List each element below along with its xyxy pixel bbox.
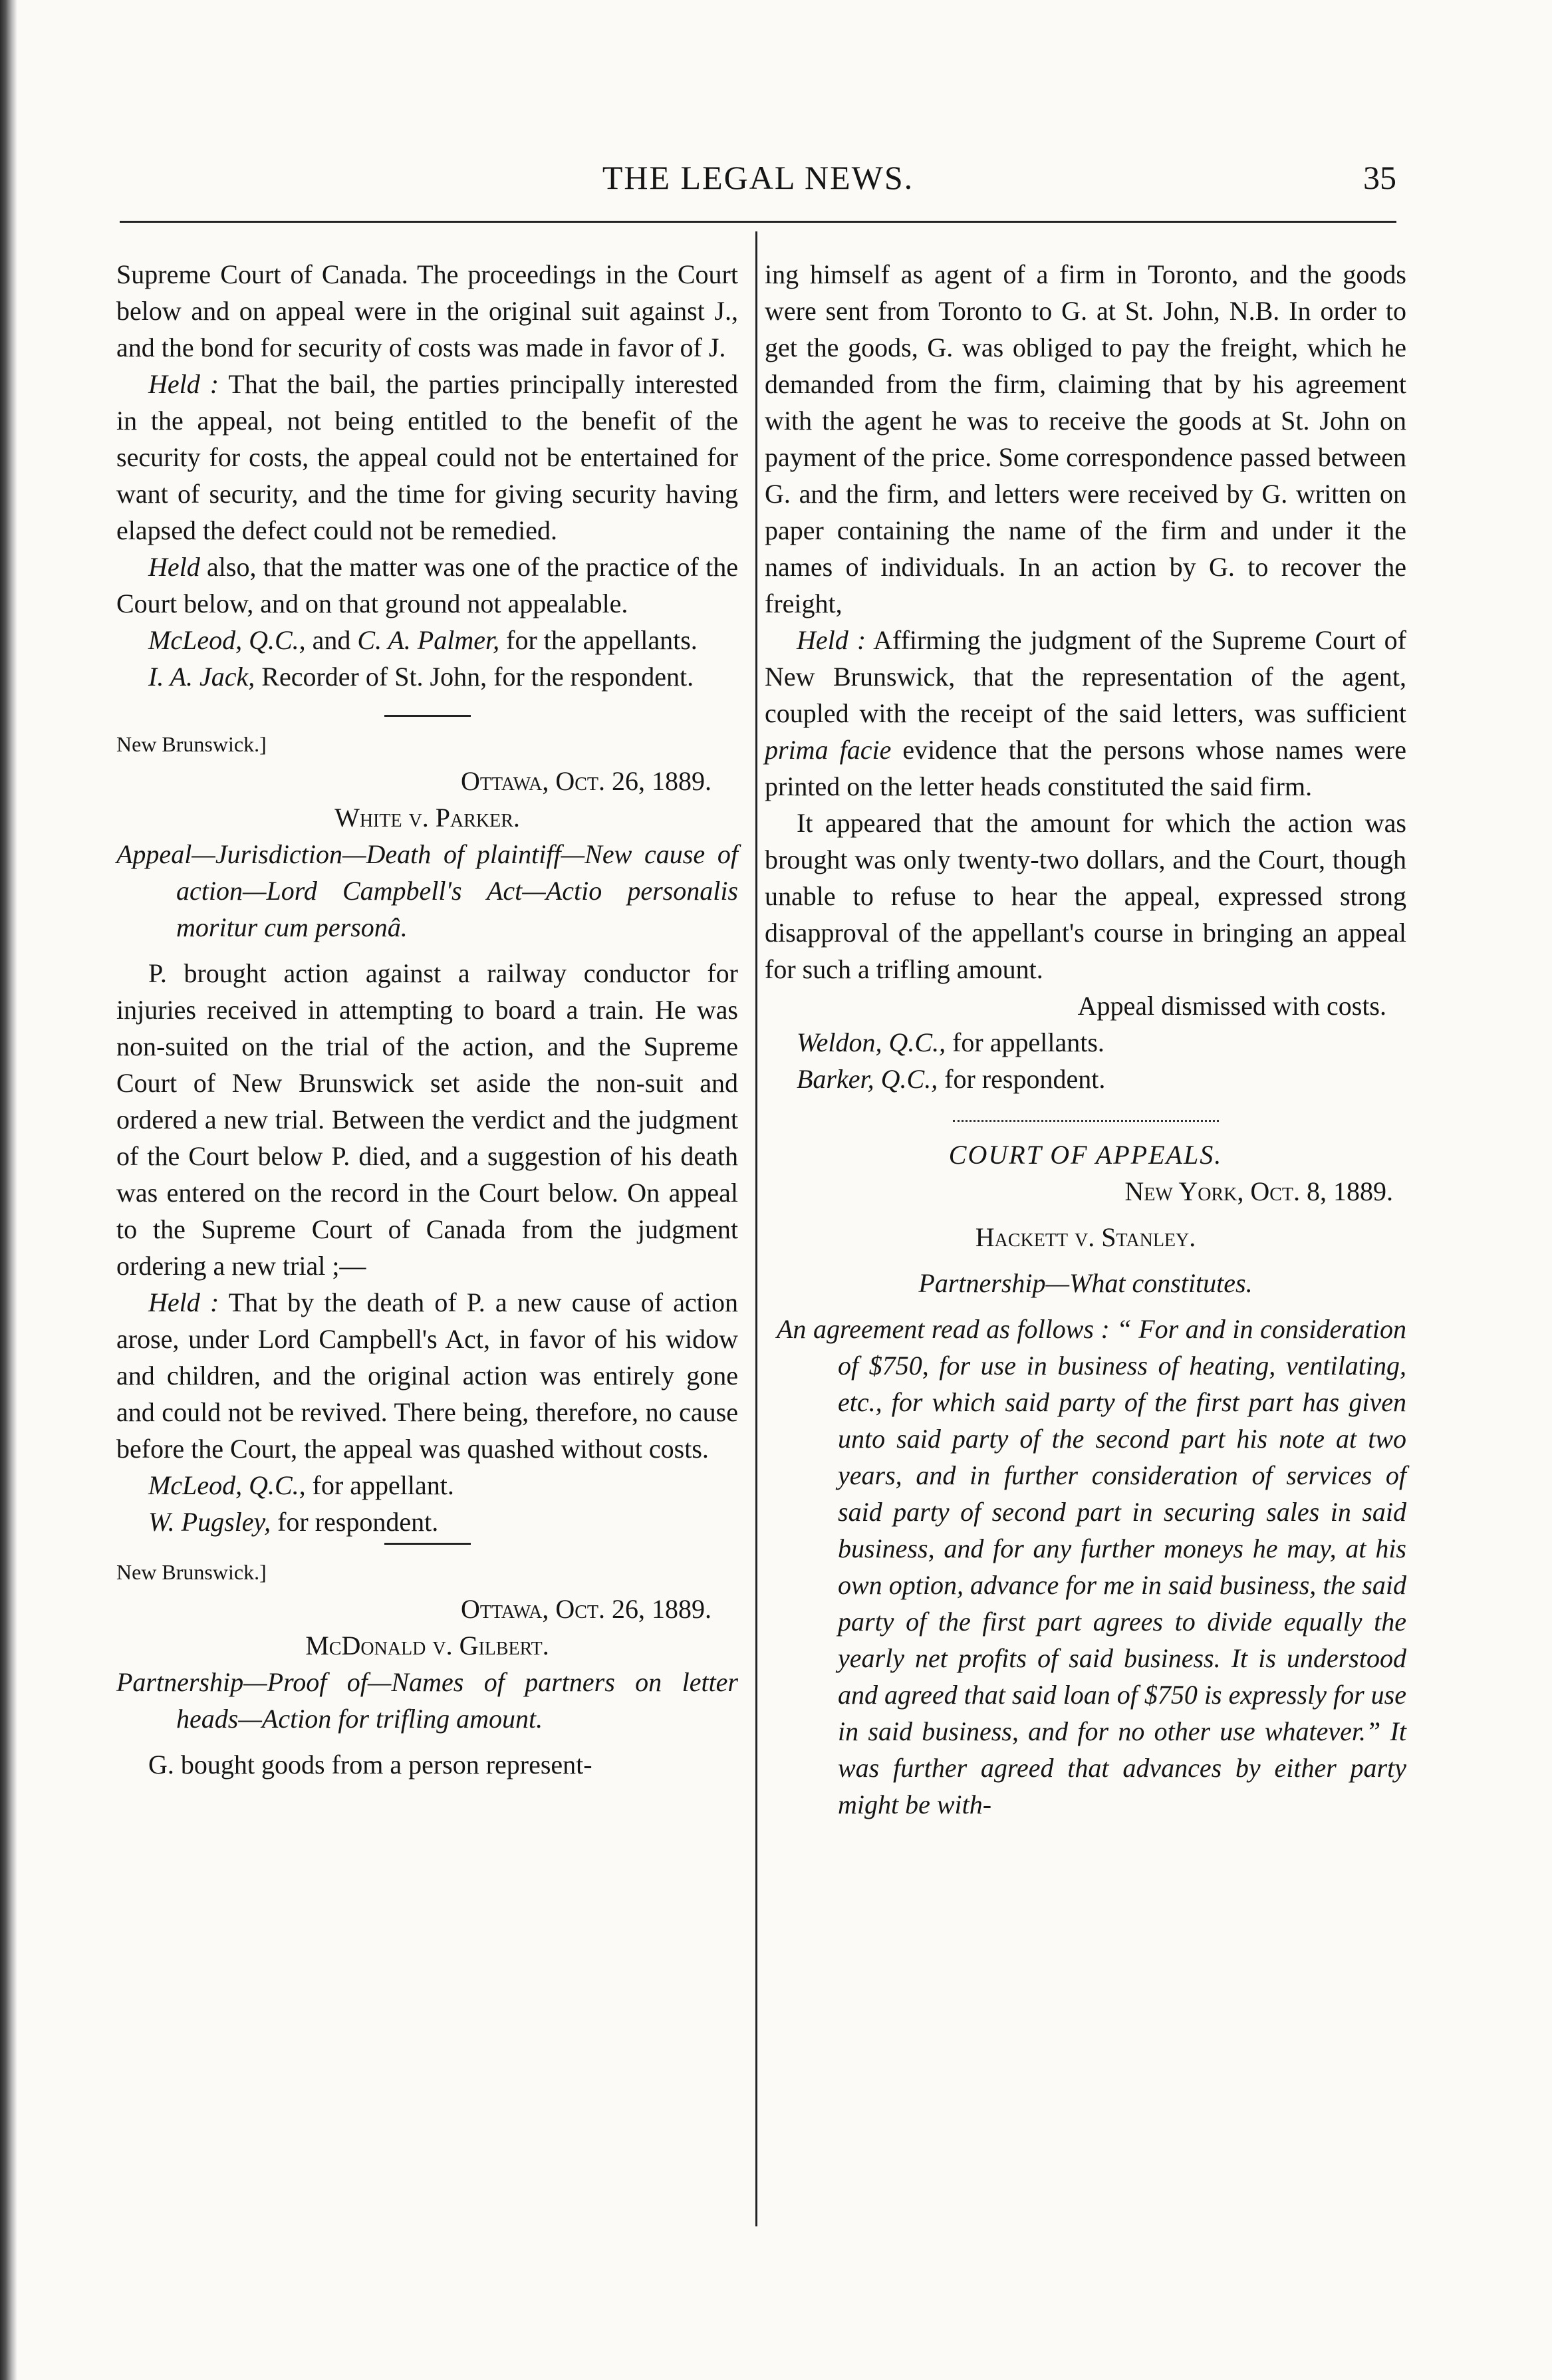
counsel-line — [116, 622, 738, 658]
paragraph: G. bought goods from a person represent- — [148, 1750, 592, 1780]
counsel-text: for respondent. — [271, 1507, 439, 1537]
counsel-line — [116, 1504, 738, 1540]
counsel-name: I. A. Jack, — [148, 662, 255, 692]
held-text: evidence that the persons whose names were printed on the letter heads constituted the said firm. — [765, 735, 1406, 801]
held-label: Held : — [797, 625, 866, 655]
headnote: Partnership—Proof of—Names of partners on letter heads—Action for trifling amount. — [116, 1667, 738, 1734]
held-label: Held — [148, 552, 200, 582]
held-text: Affirming the judgment of the Supreme Court of New Brunswick, that the representation of the agent, coupled with the receipt of the said letters, was sufficient — [765, 625, 1407, 728]
headnote: Partnership—What constitutes. — [918, 1268, 1253, 1298]
held-label: Held : — [148, 369, 219, 399]
counsel-text: and — [305, 625, 358, 655]
quoted-agreement: An agreement read as follows : “ For and in consideration of $750, for use in business of heating, ventilating, etc., for which said party of the first part has given unto said party of the second part his note at two years, and in further consideration of services of said party of second part in securing sales in said business, and for any further moneys he may, at his own option, advance for me in said business, the said party of the first part agrees to divide equally the yearly net profits of said business. It is understood and agreed that said loan of $750 is expressly for use in said business, and for no other use whatever.” It was further agreed that advances by either party might be with- — [777, 1314, 1406, 1819]
case-title: White v. Parker. — [334, 803, 520, 833]
held-text: That by the death of P. a new cause of action arose, under Lord Campbell's Act, in favor of his widow and children, and the original action was entirely gone and could not be revived. There being, therefore, no cause before the Court, the appeal was quashed without costs. — [116, 1287, 738, 1464]
counsel-line — [765, 1024, 1406, 1061]
headnote: Appeal—Jurisdiction—Death of plaintiff—New cause of action—Lord Campbell's Act—Actio personalis moritur cum personâ. — [116, 839, 738, 942]
scan-edge-shadow — [0, 0, 17, 2380]
section-rule — [384, 715, 471, 717]
counsel-name: W. Pugsley, — [148, 1507, 271, 1537]
held-text: That the bail, the parties principally interested in the appeal, not being entitled to the benefit of the security for costs, the appeal could not be entertained for want of security, and the time for giving security having elapsed the defect could not be remedied. — [116, 369, 738, 545]
held-paragraph — [116, 366, 738, 549]
court-heading: COURT OF APPEALS. — [948, 1140, 1223, 1170]
paragraph: P. brought action against a railway conductor for injuries received in attempting to board a train. He was non-suited on the trial of the action, and the Supreme Court of New Brunswick set aside the non-suit and ordered a new trial. Between the verdict and the judgment of the Court below P. died, and a suggestion of his death was entered on the record in the Court below. On appeal to the Supreme Court of Canada from the judgment ordering a new trial ;— — [116, 958, 738, 1281]
dateline: Ottawa, Oct. 26, 1889. — [460, 1594, 711, 1624]
section-rule — [953, 1120, 1219, 1122]
counsel-text: Recorder of St. John, for the respondent. — [255, 662, 694, 692]
paragraph: Supreme Court of Canada. The proceedings in the Court below and on appeal were in the original suit against J., and the bond for security of costs was made in favor of J. — [116, 259, 738, 362]
section-rule — [384, 1543, 471, 1545]
counsel-text: for appellant. — [305, 1470, 454, 1500]
page-number: 35 — [1363, 159, 1396, 196]
held-paragraph — [116, 1284, 738, 1467]
held-paragraph — [116, 549, 738, 622]
counsel-text: for respondent. — [938, 1064, 1106, 1094]
held-text: also, that the matter was one of the practice of the Court below, and on that ground not appealable. — [116, 552, 738, 618]
dateline: New York, Oct. 8, 1889. — [1124, 1176, 1393, 1206]
counsel-line — [116, 658, 738, 695]
province-label: New Brunswick.] — [116, 1560, 267, 1584]
paragraph: It appeared that the amount for which the action was brought was only twenty-two dollars, and the Court, though unable to refuse to hear the appeal, expressed strong disapproval of the appellant's course in bringing an appeal for such a trifling amount. — [765, 808, 1406, 984]
case-title: McDonald v. Gilbert. — [305, 1631, 549, 1660]
held-label: Held : — [148, 1287, 219, 1317]
column-divider — [755, 231, 757, 2226]
held-italic-term: prima facie — [765, 735, 892, 765]
header-rule — [120, 221, 1396, 223]
counsel-name: Barker, Q.C., — [797, 1064, 938, 1094]
paragraph: ing himself as agent of a firm in Toronto, and the goods were sent from Toronto to G. at St. John, N.B. In order to get the goods, G. was obliged to pay the freight, which he demanded from the firm, claiming that by his agreement with the agent he was to receive the goods at St. John on payment of the price. Some correspondence passed between G. and the firm, and letters were received by G. written on paper containing the name of the firm and under it the names of individuals. In an action by G. to recover the freight, — [765, 259, 1406, 618]
case-title: Hackett v. Stanley. — [975, 1222, 1196, 1252]
right-column — [765, 256, 1406, 1823]
counsel-text: for the appellants. — [499, 625, 698, 655]
counsel-name: McLeod, Q.C., — [148, 1470, 306, 1500]
counsel-name: McLeod, Q.C., — [148, 625, 306, 655]
running-title: THE LEGAL NEWS. — [602, 159, 914, 196]
dateline: Ottawa, Oct. 26, 1889. — [460, 766, 711, 796]
counsel-line — [765, 1061, 1406, 1097]
page-header — [120, 158, 1396, 211]
counsel-name: C. A. Palmer, — [357, 625, 500, 655]
counsel-line — [116, 1467, 738, 1504]
disposition: Appeal dismissed with costs. — [1077, 991, 1386, 1021]
left-column — [116, 256, 738, 1783]
held-paragraph — [765, 622, 1406, 805]
province-label: New Brunswick.] — [116, 732, 267, 756]
counsel-text: for appellants. — [946, 1027, 1104, 1057]
counsel-name: Weldon, Q.C., — [797, 1027, 946, 1057]
